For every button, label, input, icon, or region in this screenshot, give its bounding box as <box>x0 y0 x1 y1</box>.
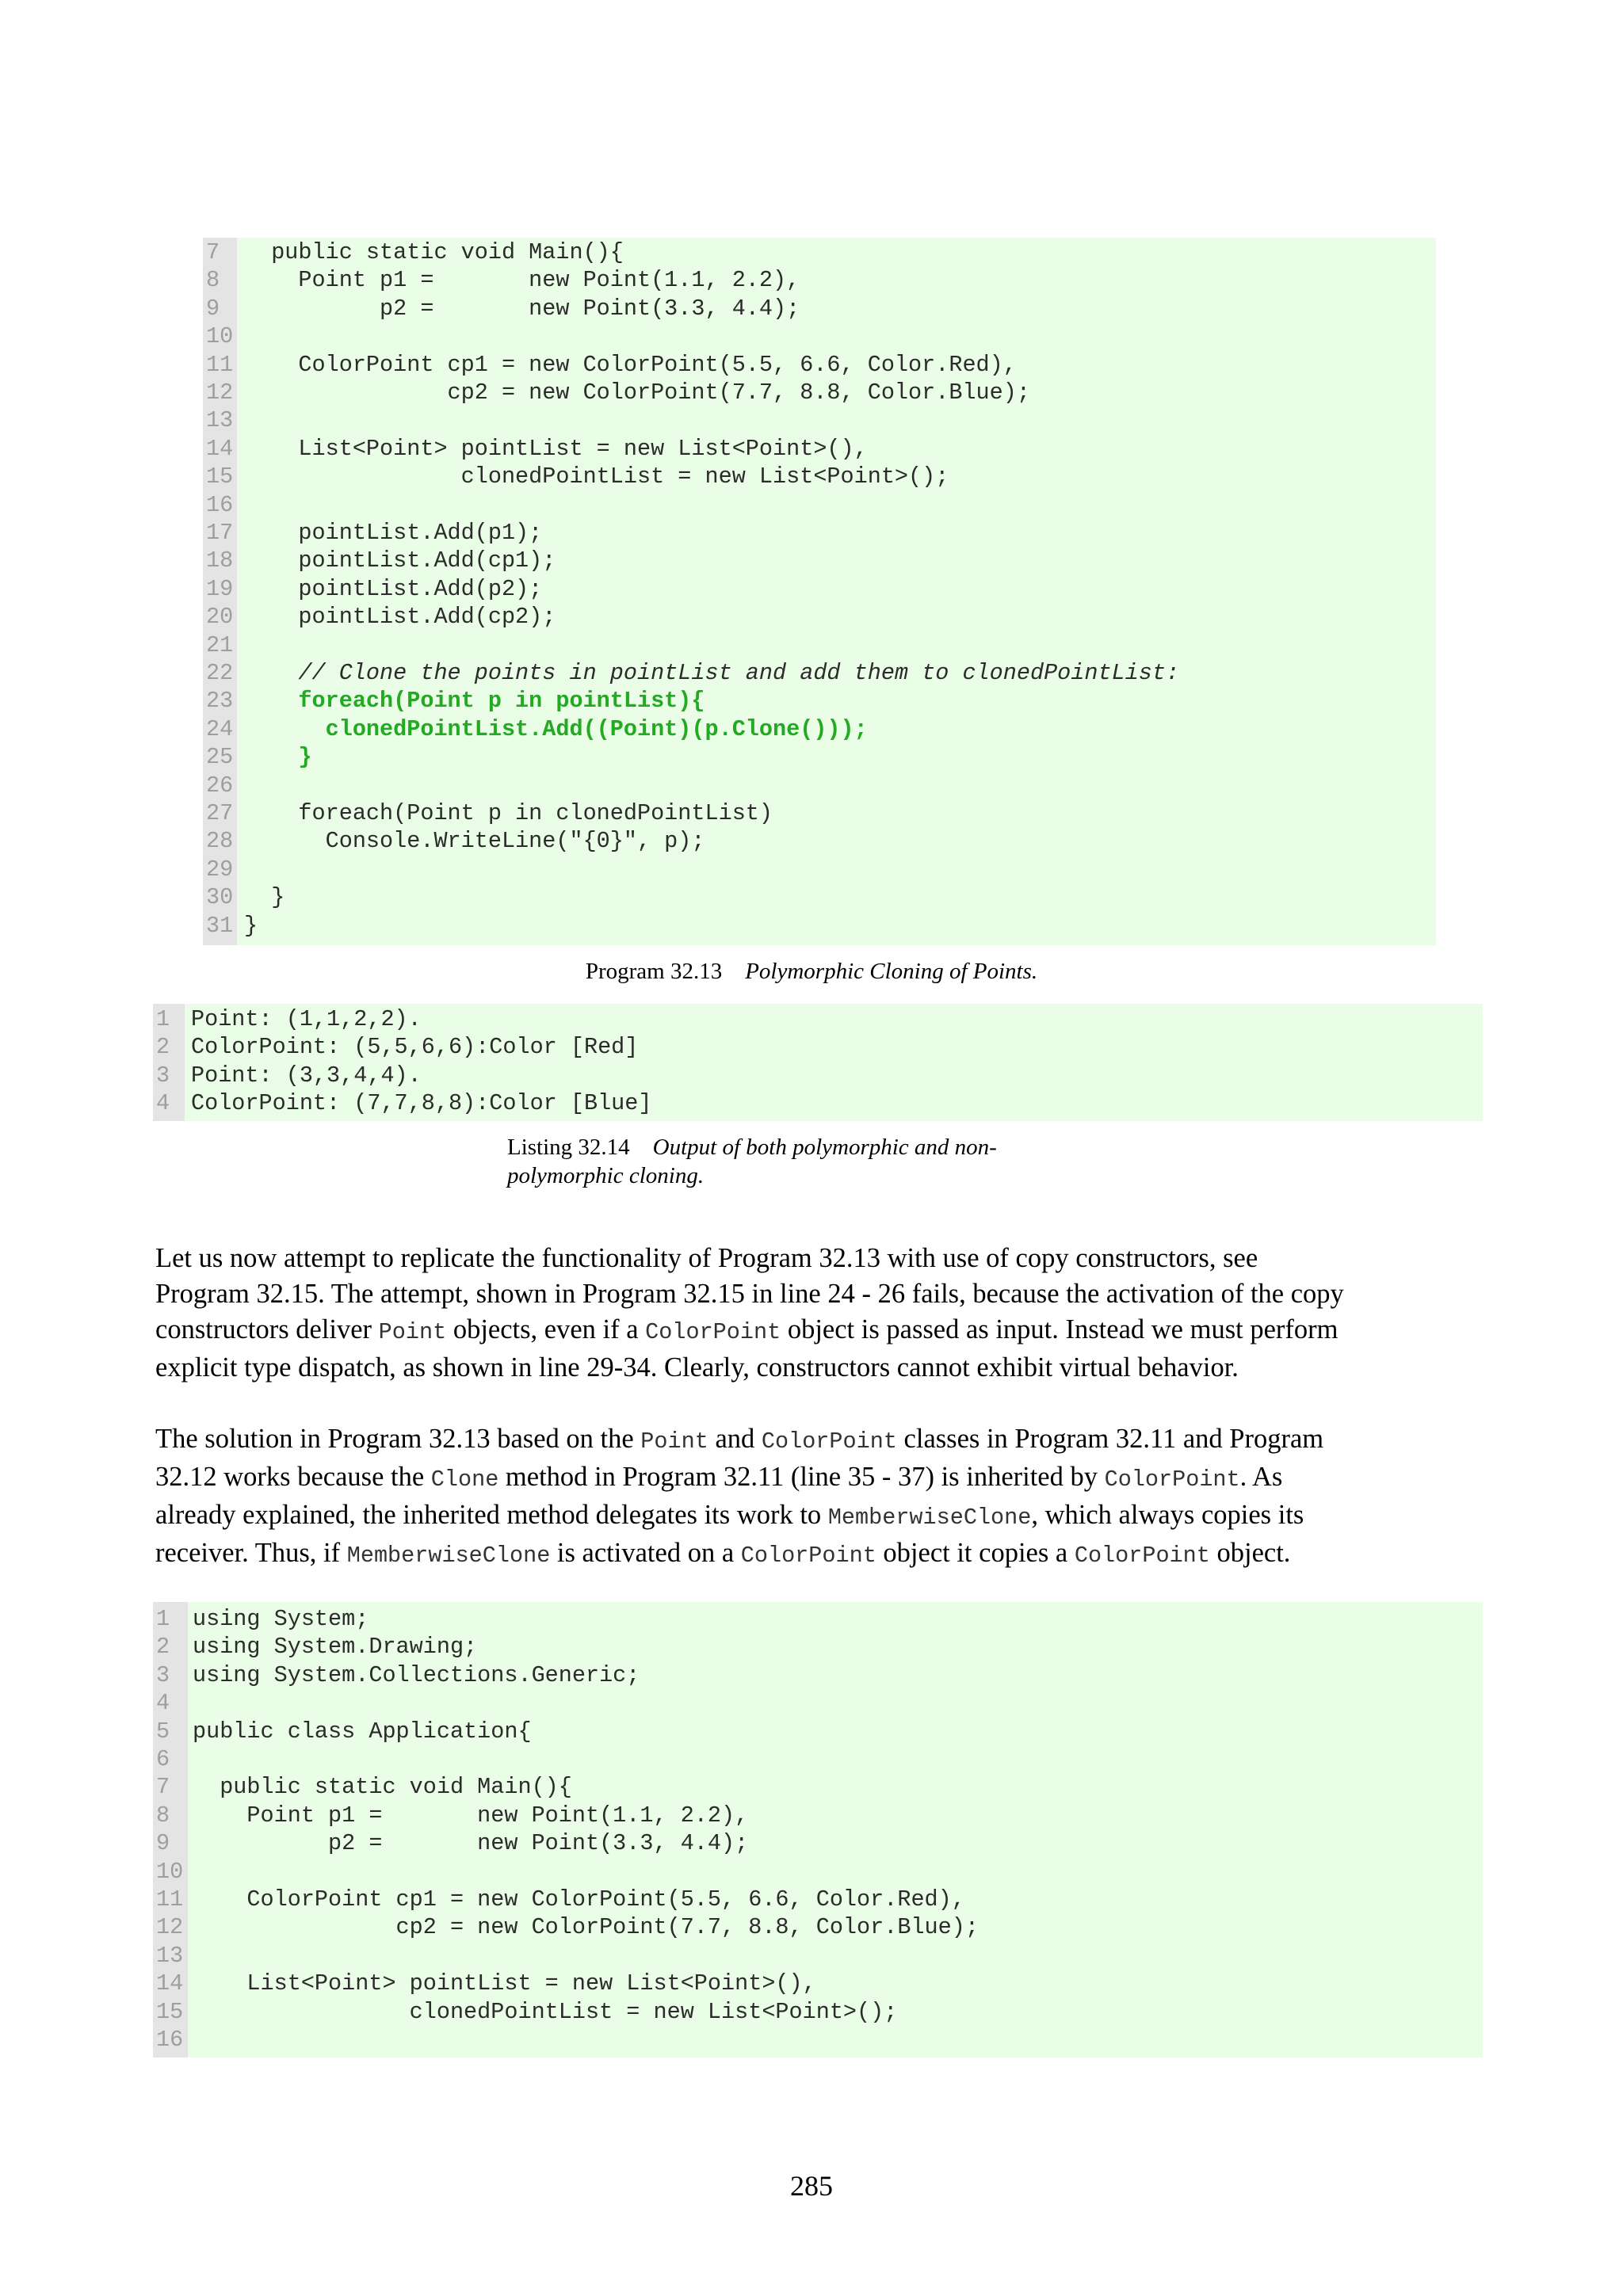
output-text: ColorPoint: (5,5,6,6):Color [Red] <box>191 1034 639 1061</box>
code-text: Point p1 = new Point(1.1, 2.2), <box>193 1802 749 1829</box>
inline-code: MemberwiseClone <box>827 1505 1032 1531</box>
text-run: and <box>708 1424 762 1454</box>
code-text: using System.Collections.Generic; <box>193 1661 640 1688</box>
line-number: 5 <box>156 1718 170 1745</box>
code-text: clonedPointList = new List<Point>(); <box>244 463 949 490</box>
code-text: public static void Main(){ <box>244 239 624 265</box>
code-line <box>203 687 1436 715</box>
line-number: 4 <box>156 1690 170 1717</box>
code-text: ColorPoint cp1 = new ColorPoint(5.5, 6.6, Color.Red), <box>193 1886 965 1913</box>
caption-label: Program 32.13 <box>585 959 723 984</box>
code-line <box>203 406 1436 434</box>
code-text: clonedPointList = new List<Point>(); <box>193 1998 898 2025</box>
code-line <box>153 1829 1483 1857</box>
code-line <box>203 491 1436 519</box>
line-number: 10 <box>206 323 234 350</box>
code-line <box>203 827 1436 855</box>
line-number: 16 <box>206 491 234 518</box>
line-number: 20 <box>206 604 234 631</box>
line-number: 11 <box>206 351 234 378</box>
paragraph-line <box>155 1535 1487 1573</box>
line-number: 21 <box>206 631 234 658</box>
output-line <box>153 1005 1483 1033</box>
text-run: object is passed as input. Instead we must perform <box>781 1314 1338 1344</box>
line-number: 12 <box>206 379 234 406</box>
line-number: 8 <box>206 267 220 294</box>
line-number: 9 <box>156 1830 170 1857</box>
line-number: 18 <box>206 547 234 574</box>
code-text: } <box>244 884 285 911</box>
text-run: object it copies a <box>876 1538 1075 1568</box>
paragraph-line <box>155 1497 1487 1535</box>
program-32-15-code-block <box>153 1602 1483 2058</box>
line-number: 22 <box>206 660 234 686</box>
code-line <box>153 1913 1483 1941</box>
code-line <box>203 743 1436 771</box>
text-run: . As <box>1239 1462 1283 1492</box>
code-comment: // Clone the points in pointList and add them to clonedPointList: <box>244 660 1180 686</box>
text-run: classes in Program 32.11 and Program <box>896 1424 1324 1454</box>
code-text: List<Point> pointList = new List<Point>(), <box>244 435 868 462</box>
code-text: cp2 = new ColorPoint(7.7, 8.8, Color.Blue); <box>244 379 1030 406</box>
line-number: 25 <box>206 744 234 771</box>
text-run: is activated on a <box>550 1538 741 1568</box>
code-text: p2 = new Point(3.3, 4.4); <box>193 1830 749 1857</box>
caption-label: Listing 32.14 <box>507 1135 630 1160</box>
text-run: objects, even if a <box>446 1314 646 1344</box>
line-number: 19 <box>206 575 234 602</box>
code-line <box>203 799 1436 827</box>
code-text: public static void Main(){ <box>193 1774 572 1801</box>
inline-code: ColorPoint <box>761 1428 897 1455</box>
line-number: 31 <box>206 912 234 939</box>
line-number: 2 <box>156 1634 170 1661</box>
line-number: 7 <box>206 239 220 265</box>
text-run: The solution in Program 32.13 based on the <box>155 1424 641 1454</box>
highlighted-code-text: clonedPointList.Add((Point)(p.Clone())); <box>244 715 868 742</box>
line-number: 30 <box>206 884 234 911</box>
text-run: receiver. Thus, if <box>155 1538 347 1568</box>
code-line <box>203 322 1436 350</box>
code-line <box>203 295 1436 322</box>
line-number: 6 <box>156 1746 170 1772</box>
output-text: ColorPoint: (7,7,8,8):Color [Blue] <box>191 1090 652 1117</box>
text-run: method in Program 32.11 (line 35 - 37) is inherited by <box>498 1462 1105 1492</box>
line-number: 3 <box>156 1661 170 1688</box>
code-line <box>153 1942 1483 1970</box>
line-number: 1 <box>156 1606 170 1632</box>
code-line <box>153 1998 1483 2026</box>
line-number: 4 <box>156 1090 170 1117</box>
paragraph-line: Program 32.15. The attempt, shown in Program 32.15 in line 24 - 26 fails, because the activation of the copy <box>155 1279 1344 1309</box>
code-line <box>203 659 1436 687</box>
code-text: } <box>244 912 258 939</box>
line-number: 13 <box>206 407 234 434</box>
inline-code: Point <box>378 1319 447 1345</box>
code-line <box>203 547 1436 574</box>
code-line <box>203 772 1436 799</box>
line-number: 29 <box>206 856 234 883</box>
code-text: pointList.Add(p2); <box>244 575 543 602</box>
line-number: 15 <box>206 463 234 490</box>
line-number: 13 <box>156 1942 184 1969</box>
text-run: constructors deliver <box>155 1314 379 1344</box>
paragraph-line: Let us now attempt to replicate the functionality of Program 32.13 with use of copy constructors, see <box>155 1243 1258 1273</box>
line-number: 17 <box>206 520 234 546</box>
code-text: Console.WriteLine("{0}", p); <box>244 828 705 855</box>
highlighted-code-text: foreach(Point p in pointList){ <box>244 688 705 715</box>
code-line <box>203 351 1436 379</box>
code-line <box>203 519 1436 547</box>
text-run: , which always copies its <box>1031 1500 1304 1530</box>
code-text: using System.Drawing; <box>193 1634 478 1661</box>
code-text: foreach(Point p in clonedPointList) <box>244 800 773 826</box>
code-line <box>203 912 1436 940</box>
code-line <box>153 1802 1483 1829</box>
paragraph-line <box>155 1312 1487 1350</box>
inline-code: Clone <box>430 1466 499 1493</box>
text-run: 32.12 works because the <box>155 1462 431 1492</box>
line-number: 24 <box>206 715 234 742</box>
paragraph-line <box>155 1421 1487 1459</box>
caption-title: Polymorphic Cloning of Points. <box>745 959 1038 984</box>
listing-32-14-output-block <box>153 1004 1483 1121</box>
page-number: 285 <box>790 2170 833 2202</box>
inline-code: ColorPoint <box>1074 1543 1210 1569</box>
line-number: 12 <box>156 1914 184 1941</box>
inline-code: ColorPoint <box>645 1319 781 1345</box>
code-line <box>153 1605 1483 1633</box>
code-line <box>153 1858 1483 1886</box>
code-line <box>203 435 1436 463</box>
body-paragraph-1 <box>155 1241 1487 1386</box>
code-line <box>203 238 1436 266</box>
code-text: List<Point> pointList = new List<Point>(), <box>193 1970 816 1997</box>
highlighted-code-text: } <box>244 744 312 771</box>
line-number: 16 <box>156 2027 184 2053</box>
paragraph-line: explicit type dispatch, as shown in line 29-34. Clearly, constructors cannot exhibit virtual behavior. <box>155 1352 1239 1383</box>
paragraph-line <box>155 1459 1487 1497</box>
code-line <box>203 715 1436 743</box>
code-text: using System; <box>193 1606 369 1632</box>
line-number: 10 <box>156 1858 184 1885</box>
code-line <box>203 631 1436 659</box>
code-text: pointList.Add(cp1); <box>244 547 556 574</box>
inline-code: Point <box>640 1428 708 1455</box>
program-32-13-caption <box>0 957 1623 986</box>
code-line <box>153 2026 1483 2054</box>
code-line <box>153 1970 1483 1997</box>
code-line <box>203 266 1436 294</box>
code-line <box>153 1633 1483 1661</box>
code-line <box>153 1745 1483 1773</box>
inline-code: ColorPoint <box>740 1543 876 1569</box>
line-number: 14 <box>206 435 234 462</box>
code-text: p2 = new Point(3.3, 4.4); <box>244 295 800 322</box>
output-text: Point: (3,3,4,4). <box>191 1062 422 1089</box>
output-line <box>153 1089 1483 1117</box>
code-text: pointList.Add(cp2); <box>244 604 556 631</box>
line-number: 26 <box>206 772 234 799</box>
code-line <box>203 856 1436 883</box>
code-line <box>153 1689 1483 1717</box>
text-run: already explained, the inherited method delegates its work to <box>155 1500 828 1530</box>
code-line <box>203 575 1436 603</box>
code-line <box>203 463 1436 490</box>
output-line <box>153 1033 1483 1061</box>
code-text: ColorPoint cp1 = new ColorPoint(5.5, 6.6, Color.Red), <box>244 351 1017 378</box>
code-text: cp2 = new ColorPoint(7.7, 8.8, Color.Blue); <box>193 1914 979 1941</box>
line-number: 15 <box>156 1998 184 2025</box>
code-text: public class Application{ <box>193 1718 532 1745</box>
code-text: Point p1 = new Point(1.1, 2.2), <box>244 267 800 294</box>
program-32-13-code-block <box>203 238 1436 945</box>
line-number: 27 <box>206 800 234 826</box>
code-line <box>153 1661 1483 1689</box>
code-line <box>203 883 1436 911</box>
code-line <box>203 603 1436 631</box>
text-run: object. <box>1209 1538 1291 1568</box>
listing-32-14-caption <box>507 1133 997 1190</box>
line-number: 7 <box>156 1774 170 1801</box>
line-number: 1 <box>156 1006 170 1032</box>
line-number: 11 <box>156 1886 184 1913</box>
line-number: 2 <box>156 1034 170 1061</box>
body-paragraph-2 <box>155 1421 1487 1573</box>
line-number: 28 <box>206 828 234 855</box>
output-text: Point: (1,1,2,2). <box>191 1006 422 1032</box>
code-line <box>203 379 1436 406</box>
caption-title-line-2: polymorphic cloning. <box>507 1163 705 1188</box>
code-text: pointList.Add(p1); <box>244 520 543 546</box>
inline-code: MemberwiseClone <box>346 1543 551 1569</box>
code-line <box>153 1718 1483 1745</box>
code-line <box>153 1886 1483 1913</box>
output-line <box>153 1062 1483 1089</box>
line-number: 9 <box>206 295 220 322</box>
line-number: 3 <box>156 1062 170 1089</box>
line-number: 23 <box>206 688 234 715</box>
inline-code: ColorPoint <box>1104 1466 1240 1493</box>
line-number: 14 <box>156 1970 184 1997</box>
line-number: 8 <box>156 1802 170 1829</box>
code-line <box>153 1773 1483 1801</box>
caption-title-line-1: Output of both polymorphic and non- <box>652 1135 997 1160</box>
